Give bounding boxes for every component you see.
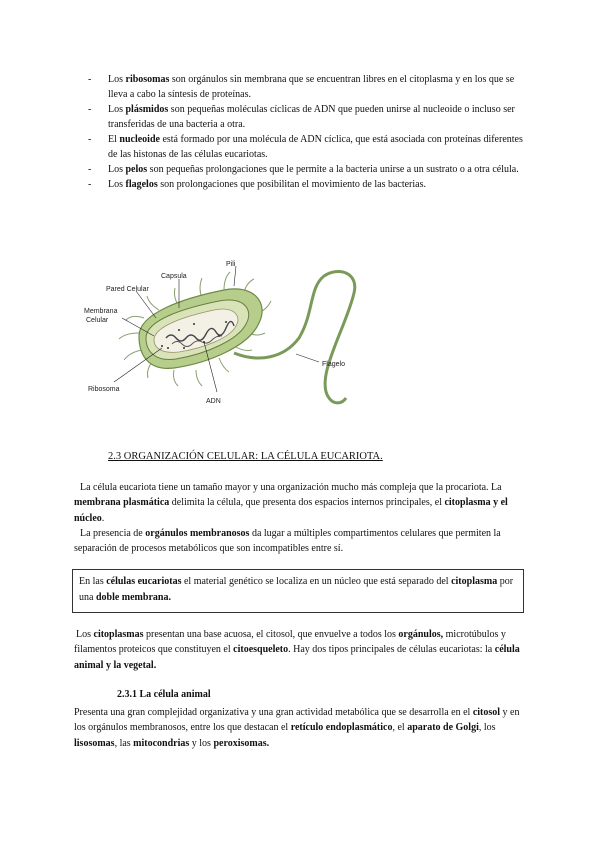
bold-term: citoplasma <box>451 576 498 587</box>
text-run: Presenta una gran complejidad organizativa y una gran actividad metabólica que se desarrolla en el <box>74 707 473 718</box>
bold-term: citosol <box>472 707 501 718</box>
text-run: . Hay dos tipos principales de células eucariotas: la <box>288 644 495 656</box>
bold-term: pelos <box>125 164 148 175</box>
text-run: son prolongaciones que posibilitan el movimiento de las bacterias. <box>157 179 426 190</box>
text-run: . <box>101 512 105 524</box>
text-run: son pequeñas prolongaciones que le permite a la bacteria unirse a un sustrato o a otra célula. <box>147 164 519 175</box>
text-run: está formado por una molécula de ADN cíclica, que está asociada con proteínas diferentes de las histonas de las células eucariotas. <box>108 134 523 160</box>
bold-term: orgánulos, <box>398 629 444 640</box>
bold-term: retículo endoplasmático <box>290 722 393 734</box>
bold-term: peroxisomas. <box>213 737 270 749</box>
bold-term: célula animal y la vegetal. <box>74 644 520 671</box>
subsection-title: 2.3.1 La célula animal <box>117 689 211 700</box>
text-run: Los <box>108 164 126 175</box>
section-title: 2.3 ORGANIZACIÓN CELULAR: LA CÉLULA EUCARIOTA. <box>108 451 383 462</box>
text-run: Los <box>108 179 126 190</box>
text-run: son pequeñas moléculas cíclicas de ADN que pueden unirse al nucleoide o incluso ser transferidas de una bacteria a otra. <box>108 104 515 130</box>
text-run: , las <box>114 737 134 749</box>
bold-term: mitocondrias <box>133 737 190 749</box>
text-run: , el <box>392 722 408 734</box>
text-run: , los <box>478 722 496 734</box>
bullet-dash: - <box>88 104 92 115</box>
label-membrana: Membrana <box>84 308 118 315</box>
bullet-item <box>88 102 528 132</box>
text-run: La célula eucariota tiene un tamaño mayor y una organización mucho más compleja que la procariota. La <box>80 482 502 493</box>
bullet-item <box>88 177 528 192</box>
bullet-item <box>88 132 528 162</box>
text-run: y los <box>189 737 214 749</box>
text-run: Los <box>108 104 126 115</box>
paragraph-citoplasma <box>74 627 530 673</box>
label-capsula: Capsula <box>161 273 187 280</box>
bold-term: flagelos <box>125 179 158 190</box>
bullet-item <box>88 72 528 102</box>
text-run: microtúbulos y filamentos proteicos que constituyen el <box>74 629 506 656</box>
bold-term: membrana plasmática <box>74 497 170 509</box>
text-run: La presencia de <box>80 528 146 539</box>
label-flagelo: Flagelo <box>322 361 345 368</box>
text-run: delimita la célula, que presenta dos espacios internos principales, el <box>169 497 445 509</box>
bullet-item <box>88 162 528 177</box>
highlight-box <box>72 569 524 613</box>
flagellum-shape <box>234 271 355 402</box>
text-run: En las <box>79 576 107 587</box>
bold-term: citoplasmas <box>93 629 144 640</box>
label-pared-celular: Pared Celular <box>106 286 149 293</box>
text-run: da lugar a múltiples compartimentos celulares que permiten la separación de procesos metabólicos que son incompatibles entre sí. <box>74 528 501 555</box>
bold-term: nucleoide <box>119 134 160 145</box>
text-run: Los <box>76 629 94 640</box>
label-ribosoma: Ribosoma <box>88 386 120 393</box>
label-adn: ADN <box>206 398 221 405</box>
bold-term: plásmidos <box>125 104 169 115</box>
bold-term: doble membrana. <box>95 592 171 603</box>
bold-term: aparato de Golgi <box>407 722 479 734</box>
bold-term: ribosomas <box>125 74 170 85</box>
label-celular: Celular <box>86 317 109 324</box>
text-run: por una <box>79 576 514 603</box>
bullet-dash: - <box>88 179 92 190</box>
bold-term: lisosomas <box>74 737 115 749</box>
text-run: son orgánulos sin membrana que se encuentran libres en el citoplasma y en los que se lleva a cabo la síntesis de proteínas. <box>108 74 515 100</box>
text-run: el material genético se localiza en un núcleo que está separado del <box>181 576 452 587</box>
bullet-dash: - <box>88 164 92 175</box>
text-run: El <box>108 134 120 145</box>
bullet-dash: - <box>88 134 92 145</box>
text-run: y en los orgánulos membranosos, entre los que destacan el <box>74 707 520 734</box>
bold-term: citoplasma y el núcleo <box>74 497 508 524</box>
paragraph-organulos <box>74 526 530 557</box>
bacteria-diagram <box>84 258 384 408</box>
bacteria-illustration <box>84 258 384 408</box>
paragraph-intro <box>74 480 530 526</box>
label-pili: Pili <box>226 261 236 268</box>
bullet-list <box>88 72 528 192</box>
text-run: Los <box>108 74 126 85</box>
bold-term: orgánulos membranosos <box>145 528 250 539</box>
bullet-dash: - <box>88 74 92 85</box>
text-run: presentan una base acuosa, el citosol, que envuelve a todos los <box>143 629 399 640</box>
bold-term: citoesqueleto <box>233 644 289 656</box>
paragraph-celula-animal <box>74 705 530 751</box>
bold-term: células eucariotas <box>106 576 182 587</box>
